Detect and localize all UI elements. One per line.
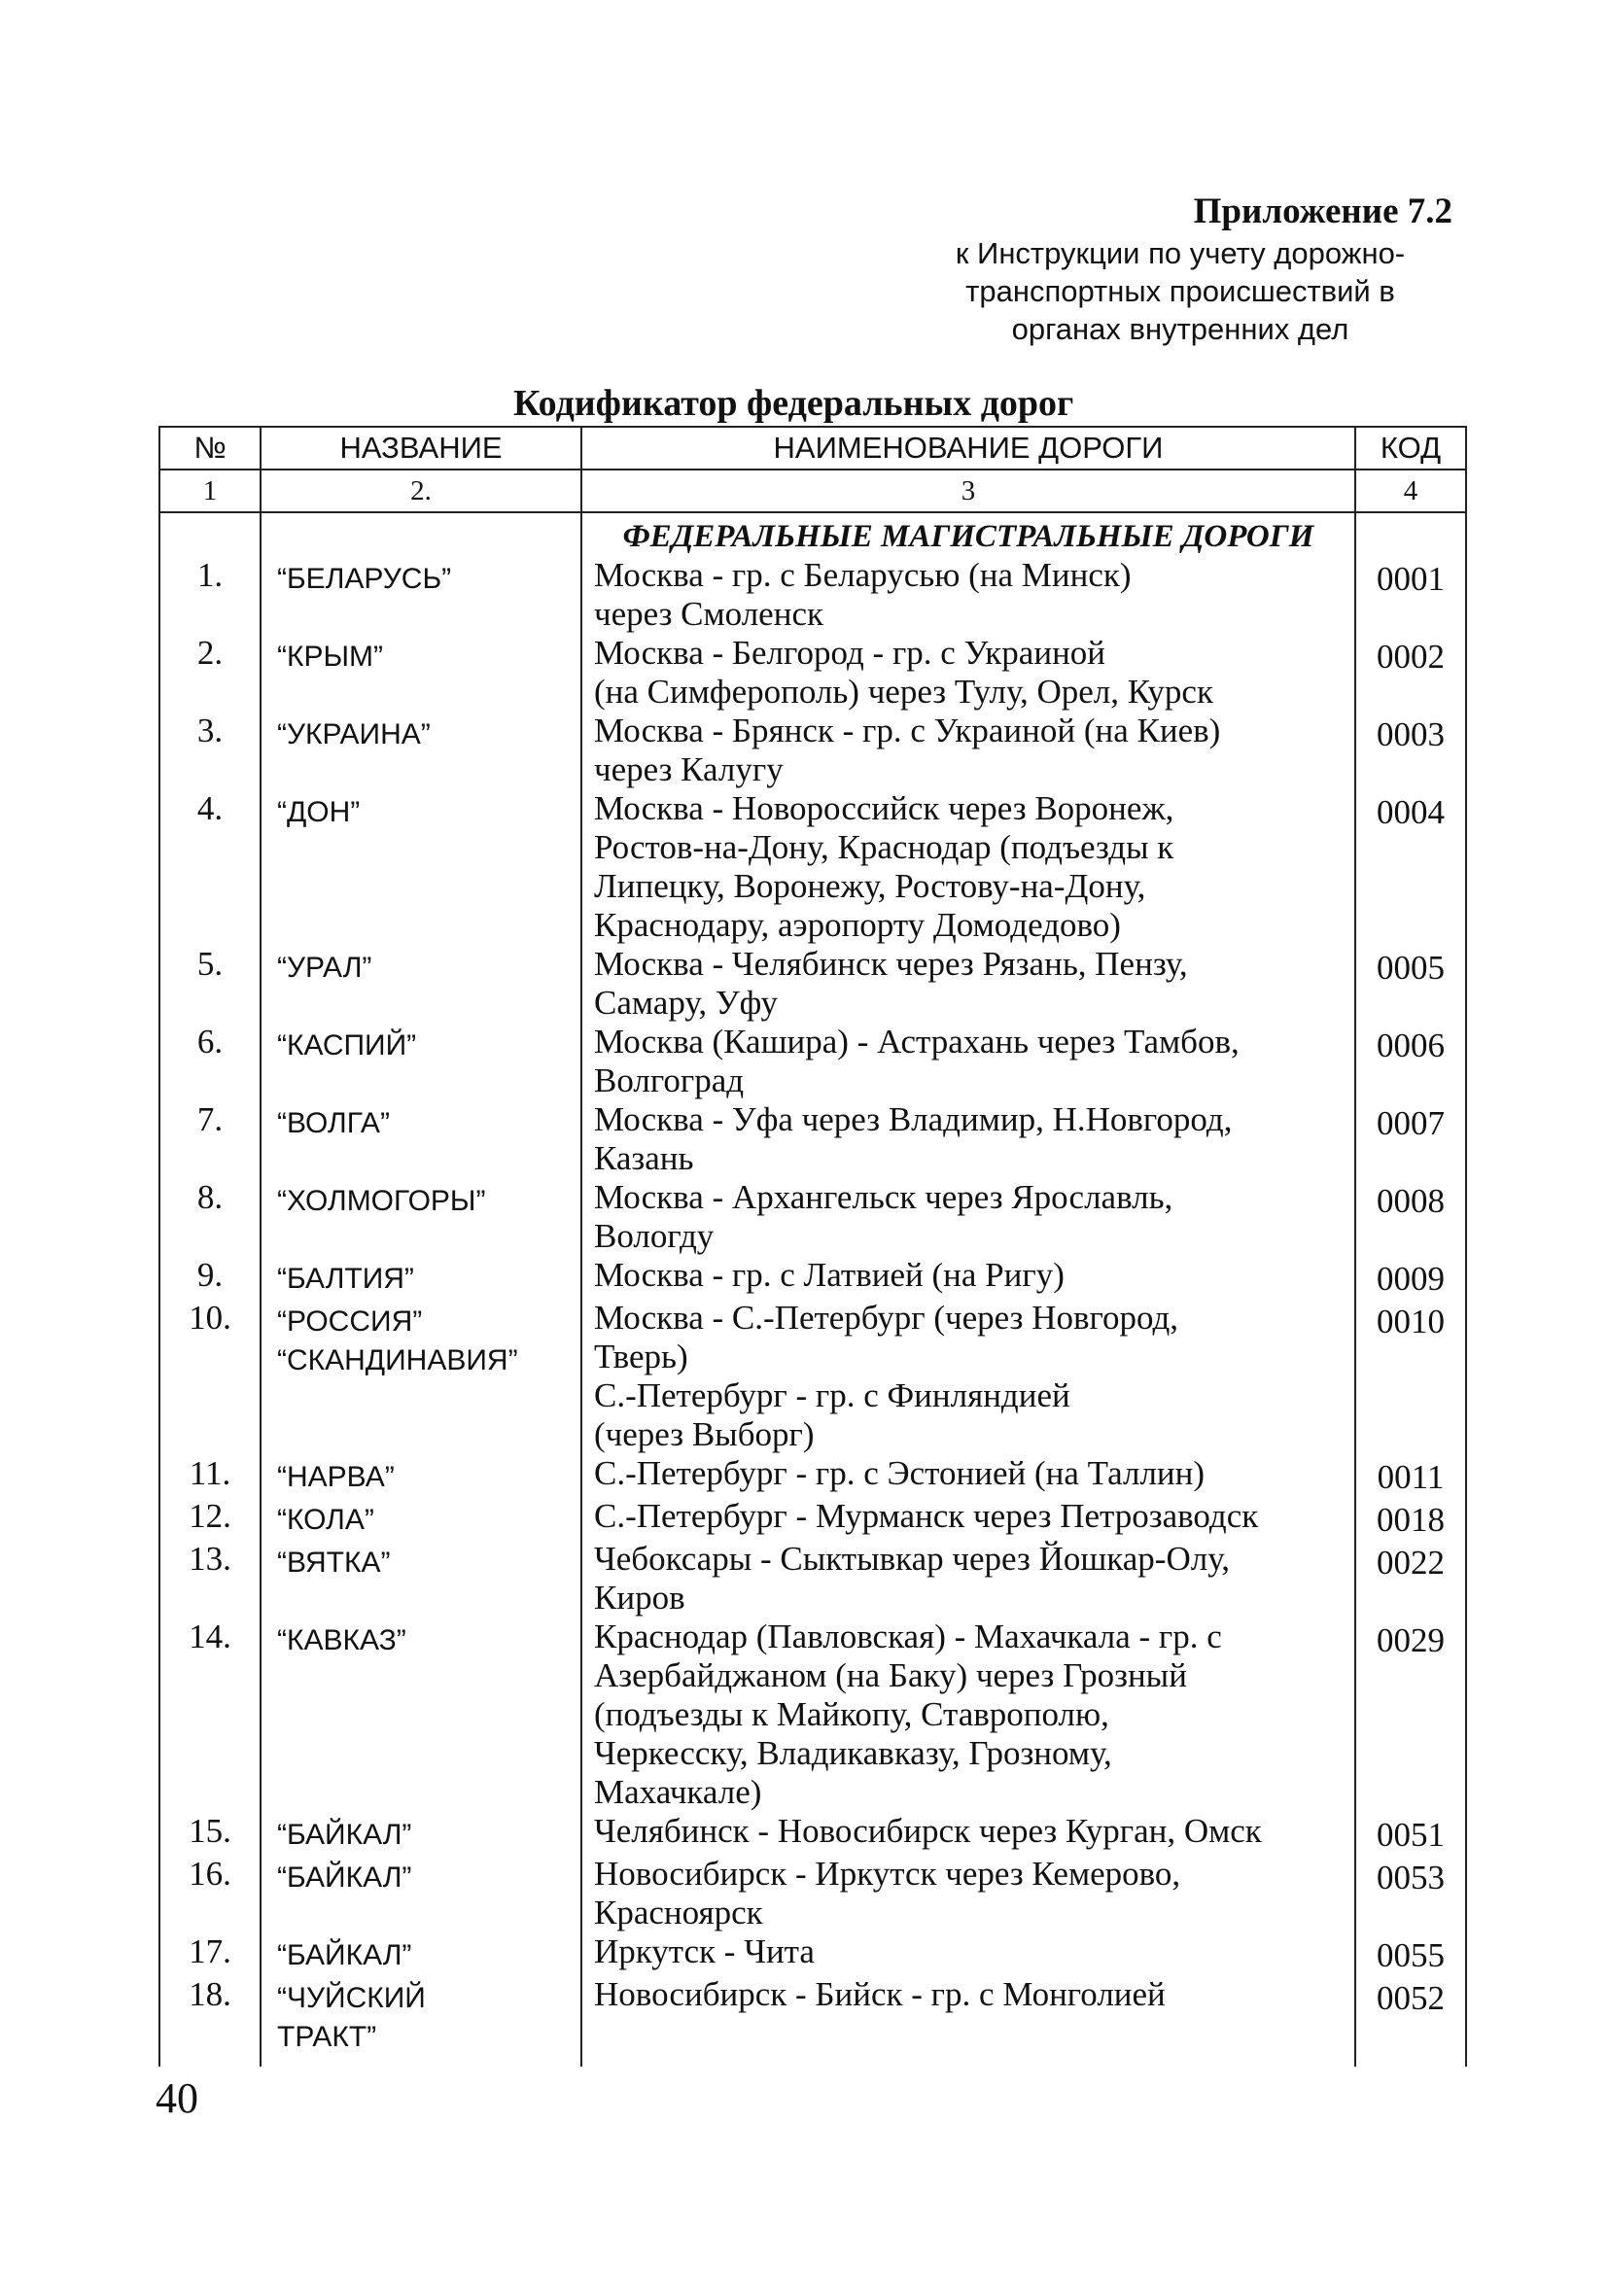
road-name-cell xyxy=(261,945,581,1023)
road-description-cell xyxy=(581,556,1355,634)
row-number: 2. xyxy=(159,634,261,712)
road-name: “КАСПИЙ” xyxy=(277,1029,417,1061)
row-number: 4. xyxy=(159,789,261,945)
appendix-title: Приложение 7.2 xyxy=(1193,191,1452,231)
road-name-cell xyxy=(261,1023,581,1100)
road-description-cell xyxy=(581,789,1355,945)
road-description-cell xyxy=(581,1178,1355,1256)
row-number: 15. xyxy=(159,1812,261,1855)
row-number: 17. xyxy=(159,1932,261,1975)
road-description-line: Москва - Белгород - гр. с Украиной xyxy=(594,634,1106,672)
table-row xyxy=(159,1540,1466,1618)
road-description-cell xyxy=(581,1256,1355,1299)
road-code: 0055 xyxy=(1355,1932,1466,1975)
row-number: 3. xyxy=(159,712,261,789)
road-code: 0029 xyxy=(1355,1618,1466,1812)
road-description-line: Тверь) xyxy=(594,1338,688,1375)
road-name-cell xyxy=(261,1975,581,2067)
appendix-subtitle-line: к Инструкции по учету дорожно- xyxy=(955,236,1406,270)
road-code: 0003 xyxy=(1355,712,1466,789)
table-row xyxy=(159,945,1466,1023)
road-name-cell xyxy=(261,1497,581,1540)
road-description-line: С.-Петербург - гр. с Финляндией xyxy=(594,1376,1070,1414)
appendix-subtitle xyxy=(908,234,1452,348)
road-description-line: Новосибирск - Бийск - гр. с Монголией xyxy=(594,1975,1166,2013)
road-name-cell xyxy=(261,712,581,789)
road-code: 0006 xyxy=(1355,1023,1466,1100)
road-name-cell xyxy=(261,1256,581,1299)
table-row xyxy=(159,1178,1466,1256)
road-code: 0052 xyxy=(1355,1975,1466,2067)
road-description-cell xyxy=(581,1855,1355,1932)
road-description-line: (подъезды к Майкопу, Ставрополю, xyxy=(594,1695,1109,1733)
road-description-cell xyxy=(581,712,1355,789)
road-code: 0005 xyxy=(1355,945,1466,1023)
section-row xyxy=(159,512,1466,556)
appendix-block xyxy=(908,190,1452,348)
road-description-cell xyxy=(581,634,1355,712)
road-name: “ДОН” xyxy=(277,796,361,828)
road-description-line: Липецку, Воронежу, Ростову-на-Дону, xyxy=(594,867,1146,905)
table-row xyxy=(159,1299,1466,1454)
road-code: 0011 xyxy=(1355,1454,1466,1497)
document-title: Кодификатор федеральных дорог xyxy=(513,383,1074,424)
row-number: 11. xyxy=(159,1454,261,1497)
row-number: 14. xyxy=(159,1618,261,1812)
column-number: 2. xyxy=(261,470,581,512)
table-row xyxy=(159,1855,1466,1932)
road-description-line: через Калугу xyxy=(594,750,784,788)
column-number: 4 xyxy=(1355,470,1466,512)
road-name: “ВЯТКА” xyxy=(277,1547,391,1579)
road-description-cell xyxy=(581,1299,1355,1454)
road-description-cell xyxy=(581,1100,1355,1178)
road-description-line: Чебоксары - Сыктывкар через Йошкар-Олу, xyxy=(594,1540,1230,1578)
table-row xyxy=(159,1812,1466,1855)
section-title: ФЕДЕРАЛЬНЫЕ МАГИСТРАЛЬНЫЕ ДОРОГИ xyxy=(581,512,1355,556)
road-name: “ХОЛМОГОРЫ” xyxy=(277,1185,486,1217)
road-code: 0004 xyxy=(1355,789,1466,945)
table-row xyxy=(159,1497,1466,1540)
road-description-line: Москва - Уфа через Владимир, Н.Новгород, xyxy=(594,1100,1233,1138)
road-name-cell xyxy=(261,1932,581,1975)
road-name-cell xyxy=(261,1812,581,1855)
road-description-line: Москва - гр. с Беларусью (на Минск) xyxy=(594,556,1132,594)
road-description-line: Самару, Уфу xyxy=(594,984,778,1022)
table-row xyxy=(159,712,1466,789)
column-number-row xyxy=(159,470,1466,512)
road-name: “РОССИЯ” xyxy=(277,1305,423,1338)
road-name: “КАВКАЗ” xyxy=(277,1624,406,1656)
table-row xyxy=(159,1975,1466,2067)
table-row xyxy=(159,556,1466,634)
row-number: 16. xyxy=(159,1855,261,1932)
road-description-line: через Смоленск xyxy=(594,595,823,633)
road-name: “УРАЛ” xyxy=(277,952,372,984)
appendix-subtitle-line: транспортных происшествий в xyxy=(965,274,1395,308)
road-description-line: Красноярск xyxy=(594,1894,763,1931)
road-name-cell xyxy=(261,1855,581,1932)
road-description-line: Москва - гр. с Латвией (на Ригу) xyxy=(594,1256,1065,1294)
road-description-line: Москва - Новороссийск через Воронеж, xyxy=(594,789,1174,827)
row-number: 13. xyxy=(159,1540,261,1618)
road-name: “БЕЛАРУСЬ” xyxy=(277,563,452,595)
road-description-cell xyxy=(581,1454,1355,1497)
table-row xyxy=(159,1256,1466,1299)
road-code: 0010 xyxy=(1355,1299,1466,1454)
road-description-line: Москва - С.-Петербург (через Новгород, xyxy=(594,1299,1179,1337)
row-number: 1. xyxy=(159,556,261,634)
road-description-line: Краснодару, аэропорту Домодедово) xyxy=(594,906,1121,944)
road-name-cell xyxy=(261,1454,581,1497)
road-code: 0018 xyxy=(1355,1497,1466,1540)
road-code: 0001 xyxy=(1355,556,1466,634)
row-number: 6. xyxy=(159,1023,261,1100)
road-description-line: (на Симферополь) через Тулу, Орел, Курск xyxy=(594,673,1213,711)
header-road: НАИМЕНОВАНИЕ ДОРОГИ xyxy=(581,427,1355,470)
road-description-cell xyxy=(581,1023,1355,1100)
road-description-cell xyxy=(581,1618,1355,1812)
page-number: 40 xyxy=(156,2074,198,2122)
road-name: “БАЙКАЛ” xyxy=(277,1819,412,1851)
road-name: ТРАКТ” xyxy=(277,2021,377,2053)
table-row xyxy=(159,1100,1466,1178)
road-description-line: Азербайджаном (на Баку) через Грозный xyxy=(594,1656,1187,1694)
road-code: 0051 xyxy=(1355,1812,1466,1855)
road-name-cell xyxy=(261,789,581,945)
row-number: 12. xyxy=(159,1497,261,1540)
column-number: 3 xyxy=(581,470,1355,512)
table-row xyxy=(159,634,1466,712)
row-number: 8. xyxy=(159,1178,261,1256)
row-number: 5. xyxy=(159,945,261,1023)
header-number: № xyxy=(159,427,261,470)
header-code: КОД xyxy=(1355,427,1466,470)
road-description-line: Москва - Челябинск через Рязань, Пензу, xyxy=(594,945,1188,983)
road-name: “ВОЛГА” xyxy=(277,1107,390,1139)
road-name: “БАЙКАЛ” xyxy=(277,1939,412,1971)
road-name-cell xyxy=(261,1299,581,1454)
table-row xyxy=(159,1932,1466,1975)
row-number: 18. xyxy=(159,1975,261,2067)
table-row xyxy=(159,1618,1466,1812)
road-description-line: Челябинск - Новосибирск через Курган, Омск xyxy=(594,1812,1262,1850)
road-name: “УКРАИНА” xyxy=(277,718,431,750)
road-name: “СКАНДИНАВИЯ” xyxy=(277,1344,518,1376)
road-description-line: Новосибирск - Иркутск через Кемерово, xyxy=(594,1855,1181,1893)
road-description-line: С.-Петербург - Мурманск через Петрозаводск xyxy=(594,1497,1259,1535)
road-description-line: Ростов-на-Дону, Краснодар (подъезды к xyxy=(594,828,1174,866)
road-description-line: С.-Петербург - гр. с Эстонией (на Таллин) xyxy=(594,1454,1206,1492)
road-name: “КРЫМ” xyxy=(277,641,384,673)
road-description-cell xyxy=(581,1932,1355,1975)
row-number: 7. xyxy=(159,1100,261,1178)
road-description-line: Махачкале) xyxy=(594,1773,762,1811)
road-description-line: Черкесску, Владикавказу, Грозному, xyxy=(594,1734,1112,1772)
road-name: “НАРВА” xyxy=(277,1461,395,1493)
road-description-line: Иркутск - Чита xyxy=(594,1932,815,1970)
road-name-cell xyxy=(261,1618,581,1812)
table-row xyxy=(159,1023,1466,1100)
road-code: 0008 xyxy=(1355,1178,1466,1256)
road-description-line: Казань xyxy=(594,1139,694,1177)
road-name: “КОЛА” xyxy=(277,1504,374,1536)
road-name-cell xyxy=(261,1178,581,1256)
appendix-subtitle-line: органах внутренних дел xyxy=(1011,312,1349,346)
road-name: “БАЛТИЯ” xyxy=(277,1263,414,1295)
road-codifier-table xyxy=(158,426,1467,2067)
road-description-line: Киров xyxy=(594,1579,685,1617)
road-description-line: Москва - Архангельск через Ярославль, xyxy=(594,1178,1173,1216)
table-body xyxy=(159,512,1466,2067)
road-name-cell xyxy=(261,634,581,712)
road-description-line: Вологду xyxy=(594,1217,715,1255)
road-description-line: (через Выборг) xyxy=(594,1415,815,1453)
row-number: 10. xyxy=(159,1299,261,1454)
road-code: 0009 xyxy=(1355,1256,1466,1299)
road-description-cell xyxy=(581,1975,1355,2067)
road-name-cell xyxy=(261,1100,581,1178)
road-code: 0053 xyxy=(1355,1855,1466,1932)
header-row xyxy=(159,427,1466,470)
road-name: “ЧУЙСКИЙ xyxy=(277,1982,426,2014)
road-description-cell xyxy=(581,1497,1355,1540)
road-code: 0022 xyxy=(1355,1540,1466,1618)
road-name-cell xyxy=(261,556,581,634)
row-number: 9. xyxy=(159,1256,261,1299)
road-description-cell xyxy=(581,1812,1355,1855)
road-code: 0007 xyxy=(1355,1100,1466,1178)
road-description-line: Москва - Брянск - гр. с Украиной (на Киев) xyxy=(594,712,1221,749)
road-description-line: Волгоград xyxy=(594,1061,745,1099)
road-code: 0002 xyxy=(1355,634,1466,712)
table-row xyxy=(159,789,1466,945)
header-name: НАЗВАНИЕ xyxy=(261,427,581,470)
column-number: 1 xyxy=(159,470,261,512)
road-name-cell xyxy=(261,1540,581,1618)
road-description-line: Москва (Кашира) - Астрахань через Тамбов, xyxy=(594,1023,1240,1061)
road-description-cell xyxy=(581,945,1355,1023)
road-description-cell xyxy=(581,1540,1355,1618)
table-row xyxy=(159,1454,1466,1497)
road-description-line: Краснодар (Павловская) - Махачкала - гр. с xyxy=(594,1618,1222,1655)
road-name: “БАЙКАЛ” xyxy=(277,1861,412,1894)
